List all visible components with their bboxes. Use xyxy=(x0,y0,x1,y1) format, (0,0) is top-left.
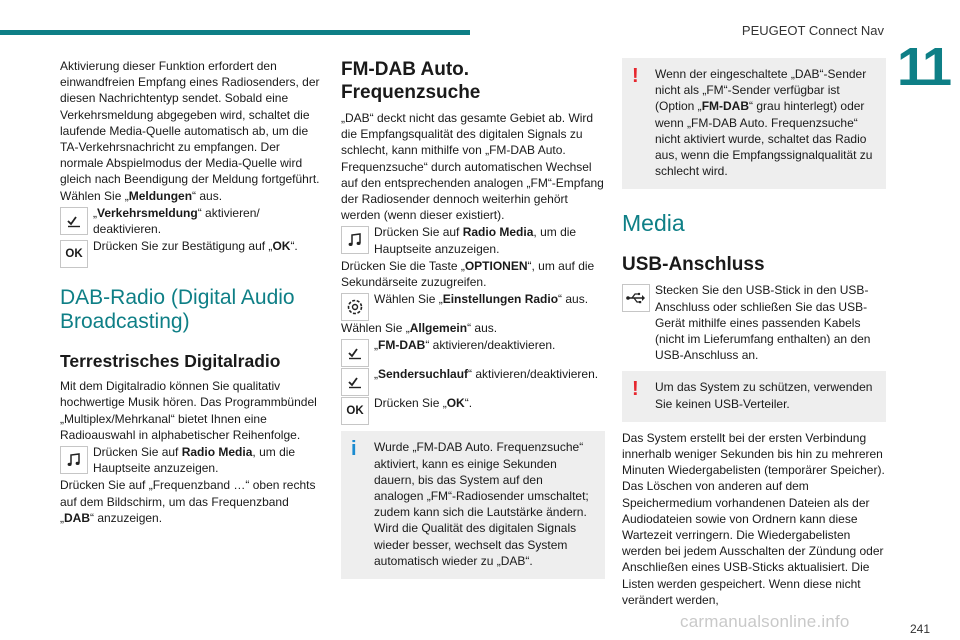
column-left xyxy=(60,58,322,526)
title-fm-dab: FM-DAB Auto. Frequenzsuche xyxy=(341,59,481,103)
info-icon: i xyxy=(351,438,357,461)
music-note-icon[interactable] xyxy=(60,446,88,474)
step-usb-connect: Stecken Sie den USB-Stick in den USB-Anschluss oder schließen Sie das USB-Gerät mithilfe eines passenden Kabels (nicht im Lieferumfang enthalten) an den USB-Anschluss an. xyxy=(622,282,886,363)
radio-settings-icon[interactable] xyxy=(341,293,369,321)
warning-icon: ! xyxy=(632,65,639,87)
step-station-search-toggle: „Sendersuchlauf“ aktivieren/deaktivieren. xyxy=(341,366,605,394)
watermark: carmanualsonline.info xyxy=(680,612,850,631)
subsection-title-usb: USB-Anschluss xyxy=(622,254,765,276)
options-paragraph: Drücken Sie die Taste „OPTIONEN“, um auf die Sekundärseite zuzugreifen. xyxy=(341,258,595,290)
step-fm-dab-toggle: „FM-DAB“ aktivieren/deaktivieren. xyxy=(341,337,605,365)
step-traffic-toggle: „Verkehrsmeldung“ aktivieren/ deaktivieren. xyxy=(60,205,322,237)
column-right xyxy=(622,58,886,608)
column-middle xyxy=(341,58,605,587)
checkbox-toggle-icon[interactable] xyxy=(341,339,369,367)
body-paragraph: Mit dem Digitalradio können Sie qualitativ hochwertige Musik hören. Das Programmbündel „Multiplex/Mehrkanal“ bietet Ihnen eine Radioauswahl in alphabetischer Reihenfolge. xyxy=(60,379,317,442)
checkbox-toggle-icon[interactable] xyxy=(341,368,369,396)
step-radio-settings: Wählen Sie „Einstellungen Radio“ aus. xyxy=(341,291,605,319)
step-press-ok: OK Drücken Sie „OK“. xyxy=(341,395,605,423)
header-accent-bar xyxy=(0,30,470,35)
intro-paragraph: Aktivierung dieser Funktion erfordert den einwandfreien Empfang eines Radiosenders, der diesen Nachrichtentyp sendet. Sobald eine Verkehrsmeldung abgegeben wird, schaltet die laufende Media-Quelle automatisch ab, um die TA-Verkehrsnachricht zu empfangen. Der normale Abspielmodus der Media-Quelle wird gleich nach Beendigung der Meldung fortgeführt. Wählen Sie „Meldungen“ aus. xyxy=(60,59,320,203)
ok-button-icon[interactable]: OK xyxy=(60,240,88,268)
subsection-title-terrestrial: Terrestrisches Digitalradio xyxy=(60,351,281,372)
step-radio-media: Drücken Sie auf Radio Media, um die Hauptseite anzuzeigen. xyxy=(60,444,322,476)
warning-icon: ! xyxy=(632,378,639,401)
warning-note-usb: ! Um das System zu schützen, verwenden Sie keinen USB-Verteiler. xyxy=(622,371,886,421)
ok-button-icon[interactable]: OK xyxy=(341,397,369,425)
checkbox-toggle-icon[interactable] xyxy=(60,207,88,235)
warning-note-dab: ! Wenn der eingeschaltete „DAB“-Sender nicht als „FM“-Sender verfügbar ist (Option „FM-DAB“ grau hinterlegt) oder wenn „FM-DAB Auto. Frequenzsuche“ nicht aktiviert wurde, schaltet das Radio aus, wenn die Empfangssignalqualität zu schlecht wird. xyxy=(622,58,886,189)
chapter-number: 11 xyxy=(897,37,951,97)
band-paragraph: Drücken Sie auf „Frequenzband …“ oben rechts auf dem Bildschirm, um das Frequenzband „DAB“ anzuzeigen. xyxy=(60,478,316,525)
fm-dab-paragraph: „DAB“ deckt nicht das gesamte Gebiet ab. Wird die Empfangsqualität des digitalen Signals zu schlecht, kann mithilfe von „FM-DAB Auto. Frequenzsuche“ durch automatischen Wechsel auf den entsprechenden analogen „FM“-Empfang der Radiosender dennoch weiterhin gehört werden (wenn dieser existiert). xyxy=(341,111,604,223)
step-radio-media: Drücken Sie auf Radio Media, um die Hauptseite anzuzeigen. xyxy=(341,224,605,256)
music-note-icon[interactable] xyxy=(341,226,369,254)
step-confirm-ok: OK Drücken Sie zur Bestätigung auf „OK“. xyxy=(60,238,322,266)
section-title-media: Media xyxy=(622,210,685,237)
usb-body-paragraph: Das System erstellt bei der ersten Verbindung innerhalb weniger Sekunden bis hin zu mehreren Minuten Wiedergabelisten (temporärer Speicher). Das Löschen von anderen auf dem Speichermedium vorhandenen Dateien als der Audiodateien sowie von Ordnern kann diese Wartezeit verringern. Die Wiedergabelisten werden bei jedem Ausschalten der Zündung oder Anschließen eines USB-Sticks aktualisiert. Die Listen werden gespeichert. Wenn diese nicht verändert werden, xyxy=(622,430,885,607)
usb-icon[interactable] xyxy=(622,284,650,312)
general-paragraph: Wählen Sie „Allgemein“ aus. xyxy=(341,321,498,336)
section-title-dab: DAB-Radio (Digital Audio Broadcasting) xyxy=(60,286,295,334)
page-number: 241 xyxy=(909,622,930,636)
running-header: PEUGEOT Connect Nav xyxy=(741,23,884,38)
info-note: i Wurde „FM-DAB Auto. Frequenzsuche“ aktiviert, kann es einige Sekunden dauern, bis das System auf den analogen „FM“-Radiosender umschaltet; zudem kann sich die Lautstärke ändern. Wird die Qualität des digitalen Signals wieder besser, wechselt das System automatisch wieder zu „DAB“. xyxy=(341,431,605,579)
